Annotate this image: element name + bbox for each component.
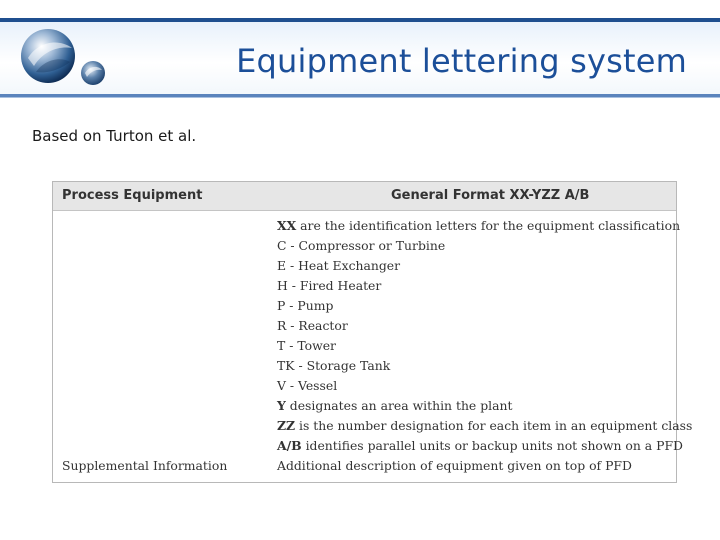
row-text: is the number designation for each item in an equipment class <box>295 418 693 433</box>
supplemental-information-label: Supplemental Information <box>62 458 228 473</box>
table-row <box>277 276 672 296</box>
table-row <box>277 336 672 356</box>
row-code: XX <box>277 218 297 233</box>
table-row <box>277 436 683 456</box>
table-header-row <box>53 182 676 211</box>
table-row <box>277 396 672 416</box>
header-bottom-rule-light <box>0 97 720 98</box>
row-text: designates an area within the plant <box>285 398 513 413</box>
slide-header <box>0 0 720 100</box>
row-text: P - Pump <box>277 298 334 313</box>
row-text: T - Tower <box>277 338 336 353</box>
table-row <box>277 456 672 476</box>
table-row <box>277 376 672 396</box>
row-text: H - Fired Heater <box>277 278 382 293</box>
table-row <box>277 296 672 316</box>
page-title: Equipment lettering system <box>236 42 687 80</box>
table-row <box>277 356 672 376</box>
table-row <box>277 256 672 276</box>
table-row <box>277 316 672 336</box>
globe-logo-icon <box>14 26 114 94</box>
row-text: identifies parallel units or backup units not shown on a PFD <box>301 438 683 453</box>
row-text: C - Compressor or Turbine <box>277 238 446 253</box>
row-text: E - Heat Exchanger <box>277 258 401 273</box>
row-text: R - Reactor <box>277 318 348 333</box>
column-header-process-equipment: Process Equipment <box>62 188 203 203</box>
row-text: V - Vessel <box>277 378 338 393</box>
table-row <box>277 416 693 436</box>
row-text: Additional description of equipment given on top of PFD <box>277 458 632 473</box>
row-code: ZZ <box>277 418 296 433</box>
equipment-format-table <box>52 181 693 483</box>
row-text: TK - Storage Tank <box>277 358 391 373</box>
row-code: A/B <box>277 438 302 453</box>
table-row <box>277 216 681 236</box>
column-header-general-format: General Format XX-YZZ A/B <box>391 188 590 203</box>
table-row <box>277 236 672 256</box>
format-description-column <box>277 216 693 476</box>
row-text: are the identification letters for the equipment classification <box>296 218 681 233</box>
source-note: Based on Turton et al. <box>32 127 197 145</box>
row-code: Y <box>277 398 286 413</box>
